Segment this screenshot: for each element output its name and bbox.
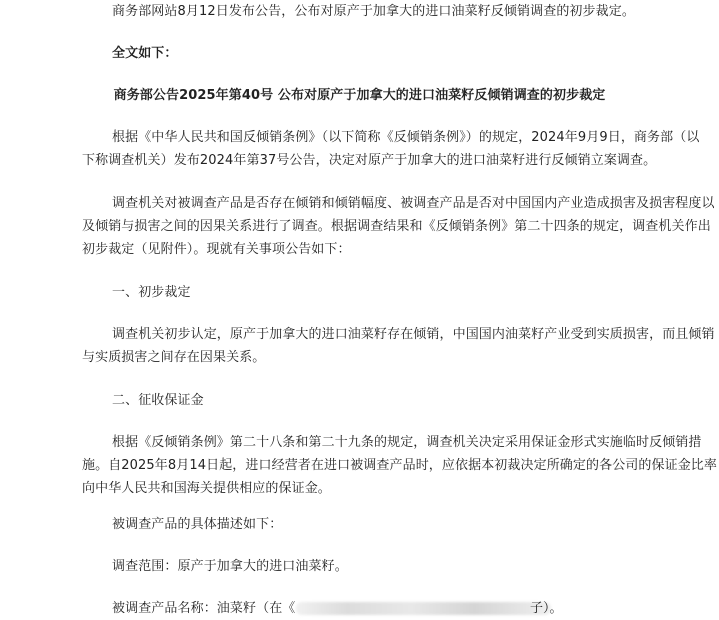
announcement-title: 商务部公告2025年第40号 公布对原产于加拿大的进口油菜籽反倾销调查的初步裁定 xyxy=(113,88,606,103)
paragraph-text: 被调查产品名称：油菜籽（在《 xyxy=(112,601,296,616)
paragraph-line: 调查机关初步认定，原产于加拿大的进口油菜籽存在倾销，中国国内油菜籽产业受到实质损害，而且倾销 xyxy=(112,327,715,342)
paragraph-line: 根据《反倾销条例》第二十八条和第二十九条的规定，调查机关决定采用保证金形式实施临时反倾销措 xyxy=(112,435,702,450)
paragraph-tail: 子）。 xyxy=(530,601,563,616)
paragraph-line: 下称调查机关）发布2024年第37号公告，决定对原产于加拿大的进口油菜籽进行反倾销立案调查。 xyxy=(82,153,657,168)
paragraph-line: 初步裁定（见附件）。现就有关事项公告如下： xyxy=(82,242,351,257)
paragraph-line: 向中华人民共和国海关提供相应的保证金。 xyxy=(82,481,331,496)
paragraph-line: 根据《中华人民共和国反倾销条例》（以下简称《反倾销条例》）的规定，2024年9月9日，商务部（以 xyxy=(112,130,700,145)
paragraph-line: 调查机关对被调查产品是否存在倾销和倾销幅度、被调查产品是否对中国国内产业造成损害及损害程度以 xyxy=(112,196,715,211)
paragraph-line: 施。自2025年8月14日起，进口经营者在进口被调查产品时，应依据本初裁决定所确定的各公司的保证金比率 xyxy=(82,458,717,473)
paragraph-line: 及倾销与损害之间的因果关系进行了调查。根据调查结果和《反倾销条例》第二十四条的规定，调查机关作出 xyxy=(82,219,711,234)
redacted-blur xyxy=(296,602,551,615)
section-heading: 一、初步裁定 xyxy=(112,285,191,300)
paragraph-line: 调查范围：原产于加拿大的进口油菜籽。 xyxy=(112,559,348,574)
intro-text: 商务部网站8月12日发布公告，公布对原产于加拿大的进口油菜籽反倾销调查的初步裁定。 xyxy=(112,4,635,19)
section-heading: 二、征收保证金 xyxy=(112,393,204,408)
paragraph-line: 与实质损害之间存在因果关系。 xyxy=(82,350,266,365)
paragraph-line: 被调查产品的具体描述如下： xyxy=(112,517,283,532)
paragraph-line-redacted xyxy=(112,599,552,619)
fulltext-label: 全文如下： xyxy=(112,46,178,61)
